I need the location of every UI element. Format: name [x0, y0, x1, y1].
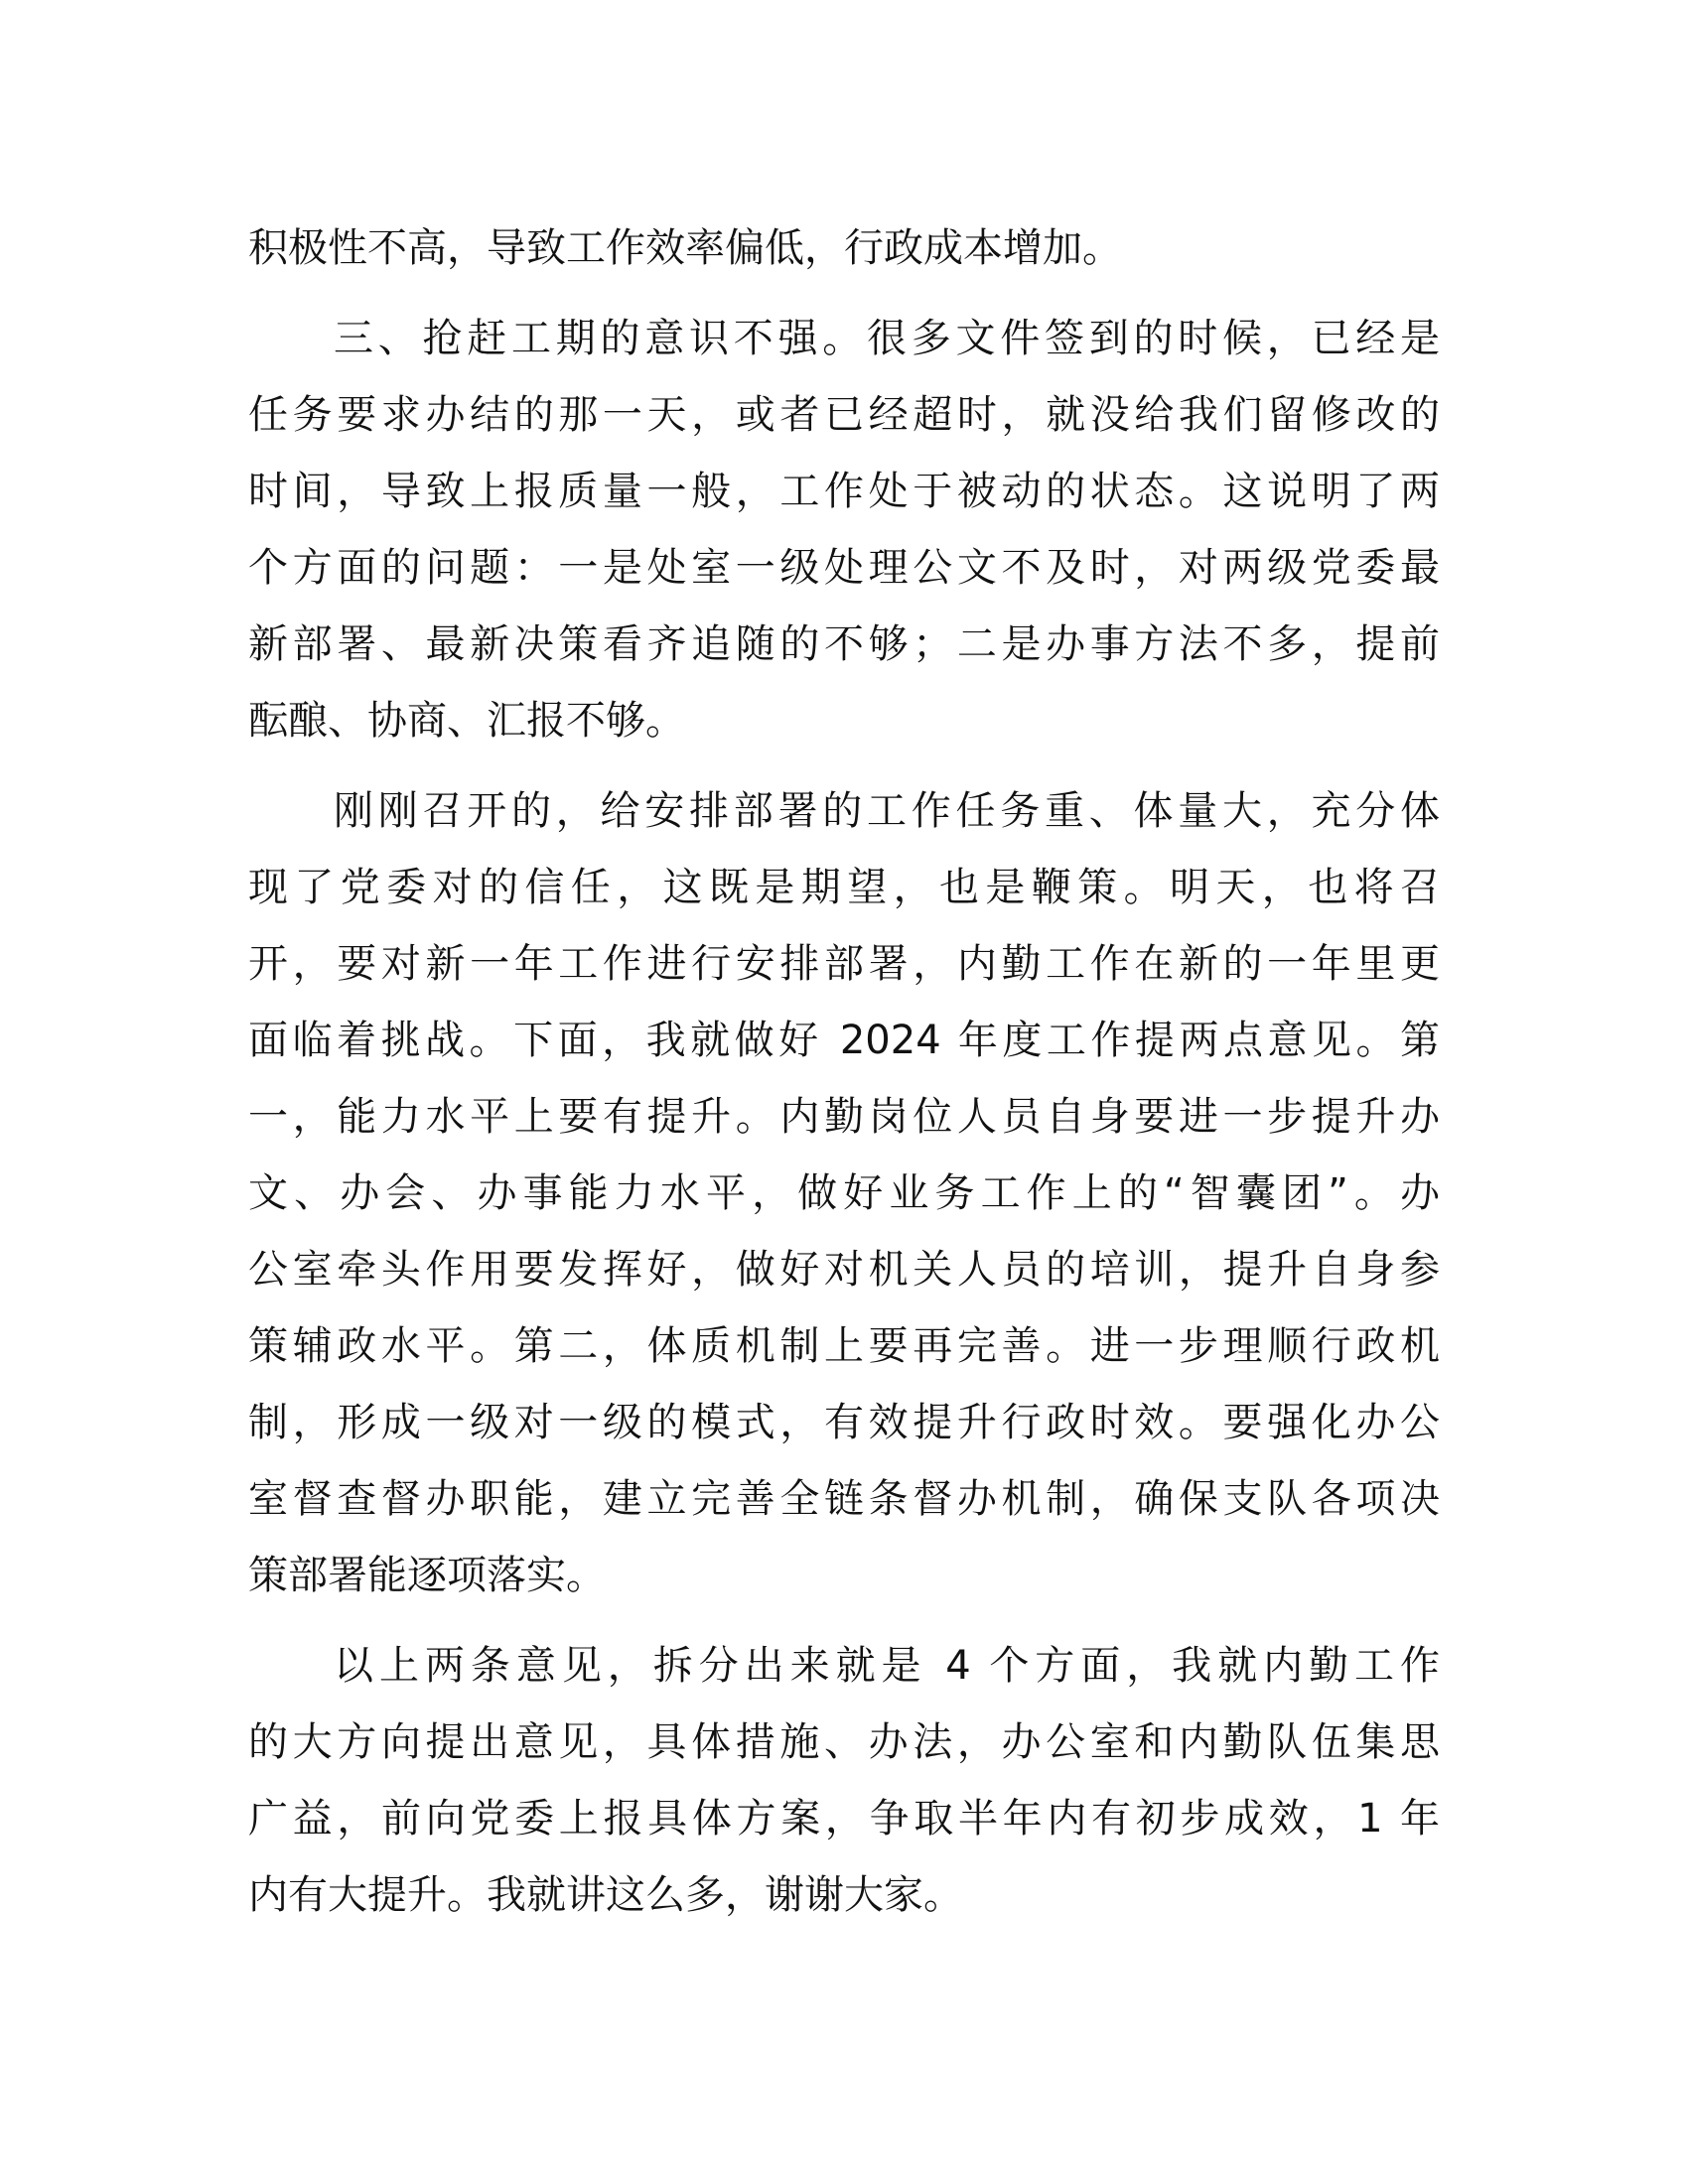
text-line: 策辅政水平。第二，体质机制上要再完善。进一步理顺行政机	[248, 1323, 1440, 1369]
text-line: 三、抢赶工期的意识不强。很多文件签到的时候，已经是	[334, 316, 1440, 361]
text-line: 的大方向提出意见，具体措施、办法，办公室和内勤队伍集思	[248, 1719, 1440, 1765]
text-line: 以上两条意见，拆分出来就是 4 个方面，我就内勤工作	[334, 1643, 1440, 1689]
text-line: 内有大提升。我就讲这么多，谢谢大家。	[248, 1872, 963, 1918]
text-line: 策部署能逐项落实。	[248, 1553, 606, 1598]
text-line: 新部署、最新决策看齐追随的不够；二是办事方法不多，提前	[248, 621, 1440, 667]
text-line: 个方面的问题：一是处室一级处理公文不及时，对两级党委最	[248, 545, 1440, 591]
text-line: 一，能力水平上要有提升。内勤岗位人员自身要进一步提升办	[248, 1094, 1440, 1140]
text-line: 开，要对新一年工作进行安排部署，内勤工作在新的一年里更	[248, 941, 1440, 987]
text-line: 广益，前向党委上报具体方案，争取半年内有初步成效，1 年	[248, 1796, 1440, 1842]
text-line: 酝酿、协商、汇报不够。	[248, 698, 685, 744]
text-line: 公室牵头作用要发挥好，做好对机关人员的培训，提升自身参	[248, 1247, 1440, 1293]
text-line: 时间，导致上报质量一般，工作处于被动的状态。这说明了两	[248, 469, 1440, 514]
text-line: 刚刚召开的，给安排部署的工作任务重、体量大，充分体	[334, 788, 1440, 834]
text-line: 室督查督办职能，建立完善全链条督办机制，确保支队各项决	[248, 1476, 1440, 1522]
text-line: 制，形成一级对一级的模式，有效提升行政时效。要强化办公	[248, 1400, 1440, 1445]
text-line: 文、办会、办事能力水平，做好业务工作上的“智囊团”。办	[248, 1170, 1440, 1216]
text-line: 任务要求办结的那一天，或者已经超时，就没给我们留修改的	[248, 392, 1440, 438]
text-line: 现了党委对的信任，这既是期望，也是鞭策。明天，也将召	[248, 865, 1440, 910]
text-line: 面临着挑战。下面，我就做好 2024 年度工作提两点意见。第	[248, 1018, 1440, 1063]
text-line: 积极性不高，导致工作效率偏低，行政成本增加。	[248, 225, 1122, 271]
